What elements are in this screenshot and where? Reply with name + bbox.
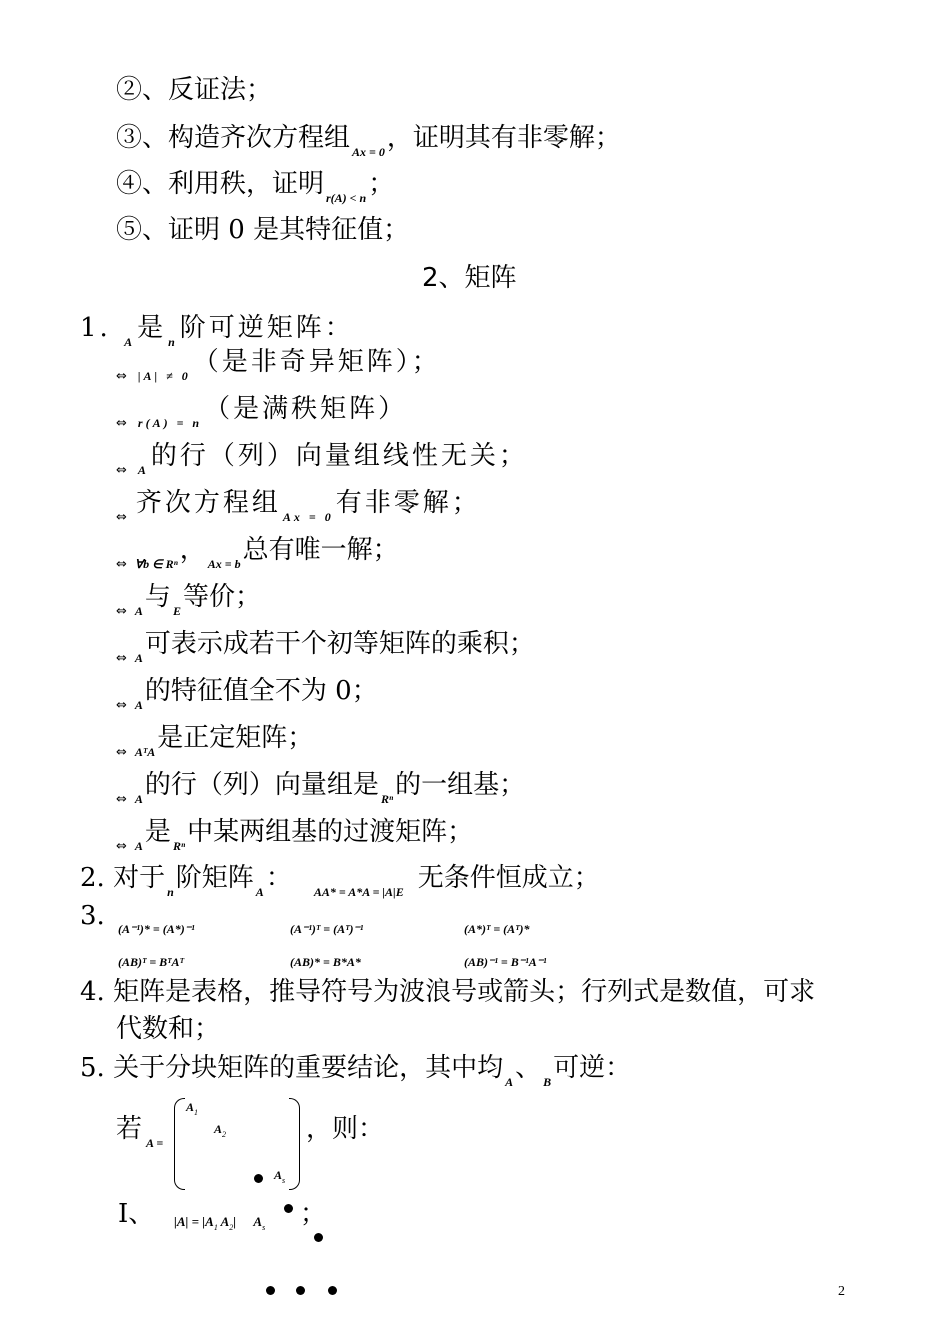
section-title: 2、矩阵 bbox=[422, 263, 517, 293]
ellipsis-dot bbox=[266, 1286, 275, 1295]
det-part: |A| = |A bbox=[174, 1214, 214, 1229]
iff-symbol: ⇔ bbox=[116, 792, 127, 807]
var-n: n bbox=[167, 885, 174, 899]
item-text: ： bbox=[265, 863, 292, 893]
math-expression: Rⁿ bbox=[380, 792, 394, 806]
math-expression: E bbox=[172, 604, 181, 618]
entry-symbol: A bbox=[186, 1100, 195, 1114]
iff-text: 中某两组基的过渡矩阵； bbox=[187, 817, 474, 847]
block-entry-1 bbox=[186, 1100, 198, 1115]
method-4 bbox=[116, 168, 394, 204]
ellipsis-dot bbox=[328, 1286, 337, 1295]
determinant-formula bbox=[174, 1214, 265, 1230]
entry-subscript: s bbox=[282, 1176, 286, 1185]
iff-text: ， bbox=[179, 535, 206, 565]
entry-subscript: 2 bbox=[222, 1130, 227, 1139]
block-entry-s bbox=[274, 1168, 285, 1183]
item-3-number: 3. bbox=[80, 901, 105, 931]
iff-symbol: ⇔ bbox=[116, 839, 127, 854]
ellipsis-dot bbox=[254, 1174, 263, 1183]
item-4-line-1 bbox=[80, 976, 815, 1008]
det-part: A bbox=[220, 1214, 230, 1229]
item-1-header bbox=[80, 312, 354, 348]
roman-1-label: Ⅰ、 bbox=[118, 1199, 155, 1229]
entry-symbol: A bbox=[214, 1122, 223, 1136]
item-text: 是 bbox=[137, 313, 167, 343]
method-3 bbox=[116, 122, 621, 158]
var-b: B bbox=[543, 1075, 552, 1089]
block-lhs: A = bbox=[146, 1136, 164, 1150]
formula-inverse-adjoint: (A⁻¹)* = (A*)⁻¹ bbox=[118, 922, 195, 936]
formula-product-transpose: (AB)ᵀ = BᵀAᵀ bbox=[118, 955, 184, 969]
iff-symbol: ⇔ bbox=[116, 698, 127, 713]
item-text: 可逆： bbox=[553, 1053, 632, 1083]
iff-line bbox=[116, 722, 313, 759]
math-expression: Rⁿ bbox=[172, 839, 186, 853]
entry-subscript: 1 bbox=[194, 1108, 199, 1117]
var-a: A bbox=[505, 1075, 514, 1089]
math-expression: A bbox=[134, 698, 143, 712]
iff-text: 的特征值全不为 0； bbox=[144, 676, 378, 706]
math-expression: A bbox=[134, 651, 143, 665]
math-expression: ∀b ∈ Rⁿ bbox=[134, 557, 178, 571]
method-text: ，证明其有非零解； bbox=[386, 123, 621, 153]
math-expression: AᵀA bbox=[134, 745, 156, 759]
iff-text: 可表示成若干个初等矩阵的乘积； bbox=[144, 629, 535, 659]
det-subscript: 2 bbox=[229, 1223, 234, 1232]
item-5 bbox=[80, 1052, 631, 1088]
method-text: ⑤、证明 0 是其特征值； bbox=[116, 215, 410, 245]
iff-symbol: ⇔ bbox=[116, 510, 130, 525]
iff-text: 齐次方程组 bbox=[135, 488, 281, 518]
formula-product-inverse: (AB)⁻¹ = B⁻¹A⁻¹ bbox=[464, 955, 547, 969]
iff-line bbox=[116, 675, 378, 712]
iff-text: 是 bbox=[144, 817, 171, 847]
left-paren bbox=[174, 1098, 185, 1190]
det-part: A bbox=[253, 1214, 263, 1229]
ellipsis-dot bbox=[314, 1233, 323, 1242]
item-2 bbox=[80, 862, 600, 898]
var-a: A bbox=[255, 885, 264, 899]
method-text: ； bbox=[368, 169, 395, 199]
iff-line bbox=[116, 769, 525, 806]
item-text: 对于 bbox=[113, 863, 166, 893]
iff-symbol: ⇔ bbox=[116, 463, 130, 478]
method-text: ④、利用秩，证明 bbox=[116, 169, 325, 199]
iff-symbol: ⇔ bbox=[116, 604, 127, 619]
item-text: 阶矩阵 bbox=[175, 863, 254, 893]
block-if-label: 若 bbox=[116, 1114, 143, 1144]
iff-text: 与 bbox=[144, 582, 171, 612]
math-expression: Ax = b bbox=[207, 557, 241, 571]
iff-symbol: ⇔ bbox=[116, 369, 130, 384]
block-then-label: ，则： bbox=[306, 1114, 385, 1144]
page-number: 2 bbox=[838, 1284, 845, 1299]
iff-text: 等价； bbox=[182, 582, 261, 612]
iff-symbol: ⇔ bbox=[116, 651, 127, 666]
iff-text: 的一组基； bbox=[395, 770, 526, 800]
iff-symbol: ⇔ bbox=[116, 745, 127, 760]
item-text: 阶可逆矩阵： bbox=[179, 313, 354, 343]
iff-text: （是非奇异矩阵）； bbox=[192, 347, 441, 377]
math-expression: A bbox=[134, 792, 143, 806]
math-expression: A bbox=[134, 604, 143, 618]
item-4-line-2: 代数和； bbox=[116, 1014, 221, 1044]
iff-line bbox=[116, 393, 407, 430]
formula-product-adjoint: (AB)* = B*A* bbox=[290, 955, 361, 969]
right-paren bbox=[289, 1098, 300, 1190]
entry-symbol: A bbox=[274, 1168, 283, 1182]
roman-1-suffix: ； bbox=[300, 1199, 327, 1229]
adjugate-formula: AA* = A*A = |A|E bbox=[313, 885, 404, 899]
det-part: | bbox=[233, 1214, 237, 1229]
iff-line bbox=[116, 440, 528, 477]
iff-line bbox=[116, 628, 535, 665]
det-subscript: 1 bbox=[213, 1223, 218, 1232]
iff-symbol: ⇔ bbox=[116, 557, 127, 572]
method-2 bbox=[116, 74, 272, 106]
iff-line bbox=[116, 487, 481, 524]
math-expression: r(A) = n bbox=[137, 416, 203, 430]
ellipsis-dot bbox=[296, 1286, 305, 1295]
item-text: 无条件恒成立； bbox=[417, 863, 600, 893]
item-number: 5. bbox=[80, 1053, 105, 1083]
math-expression: A bbox=[137, 463, 149, 477]
item-number: 4. bbox=[80, 977, 105, 1007]
formula-inverse-transpose: (A⁻¹)ᵀ = (Aᵀ)⁻¹ bbox=[290, 922, 364, 936]
item-text: 矩阵是表格，推导符号为波浪号或箭头；行列式是数值，可求 bbox=[113, 977, 816, 1007]
math-expression: Ax = 0 bbox=[352, 145, 385, 159]
block-entry-2 bbox=[214, 1122, 226, 1137]
item-number: 2. bbox=[80, 863, 105, 893]
iff-line bbox=[116, 581, 261, 618]
iff-text: 的行（列）向量组是 bbox=[144, 770, 379, 800]
math-expression: A bbox=[134, 839, 143, 853]
det-subscript: s bbox=[262, 1223, 266, 1232]
method-text: ②、反证法； bbox=[116, 75, 273, 105]
iff-text: 有非零解； bbox=[335, 488, 481, 518]
method-5 bbox=[116, 214, 409, 246]
iff-line bbox=[116, 534, 399, 571]
iff-symbol: ⇔ bbox=[116, 416, 130, 431]
item-number: 1. bbox=[80, 313, 111, 343]
iff-line bbox=[116, 346, 441, 383]
math-expression: Ax = 0 bbox=[282, 510, 334, 524]
math-expression: |A| ≠ 0 bbox=[137, 369, 191, 383]
iff-text: 是正定矩阵； bbox=[157, 723, 314, 753]
iff-text: 总有唯一解； bbox=[242, 535, 399, 565]
iff-text: （是满秩矩阵） bbox=[204, 394, 408, 424]
iff-line bbox=[116, 816, 473, 853]
item-text: 关于分块矩阵的重要结论，其中均 bbox=[113, 1053, 504, 1083]
formula-adjoint-transpose: (A*)ᵀ = (Aᵀ)* bbox=[464, 922, 530, 936]
iff-text: 的行（列）向量组线性无关； bbox=[150, 441, 528, 471]
block-diagonal-matrix bbox=[174, 1098, 300, 1190]
var-a: A bbox=[124, 335, 136, 349]
math-expression: r(A) < n bbox=[326, 191, 367, 205]
var-n: n bbox=[168, 335, 178, 349]
ellipsis-dot bbox=[284, 1204, 293, 1213]
method-text: ③、构造齐次方程组 bbox=[116, 123, 351, 153]
item-text: 、 bbox=[515, 1053, 542, 1083]
